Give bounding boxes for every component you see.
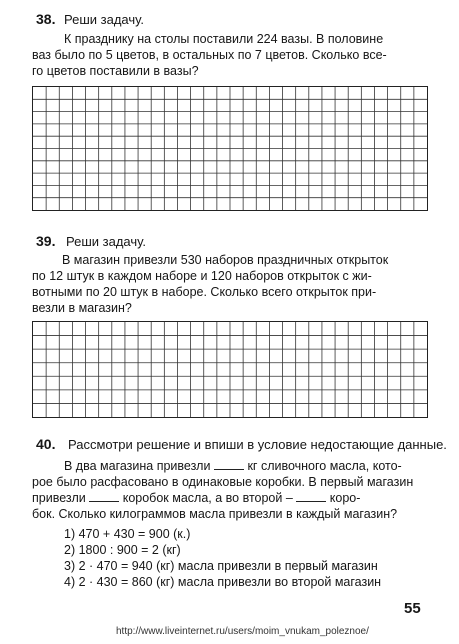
task-38-number: 38.	[36, 11, 56, 27]
task-39-text-line-2: по 12 штук в каждом наборе и 120 наборов открыток с жи-	[32, 269, 372, 283]
task-40-line-2: рое было расфасовано в одинаковые коробки. В первый магазин	[32, 475, 414, 489]
task-39-heading: Реши задачу.	[66, 234, 146, 249]
answer-grid-38[interactable]	[32, 86, 428, 211]
task-40-line-3-part-a: привезли	[32, 491, 86, 505]
solution-step-4: 4) 2 · 430 = 860 (кг) масла привезли во второй магазин	[64, 575, 382, 589]
page-number: 55	[404, 600, 421, 617]
task-40-line-3-part-c: коро-	[329, 491, 361, 505]
task-39-text-line-4: везли в магазин?	[32, 301, 132, 315]
task-40-line-3	[32, 490, 360, 507]
task-39-text-line-3: вотными по 20 штук в наборе. Сколько всего открыток при-	[32, 285, 377, 299]
solution-step-3: 3) 2 · 470 = 940 (кг) масла привезли в первый магазин	[64, 559, 378, 573]
solution-step-1: 1) 470 + 430 = 900 (к.)	[64, 527, 191, 541]
task-38-heading: Реши задачу.	[64, 12, 144, 27]
blank-boxes-second-shop[interactable]	[296, 491, 326, 502]
task-40-heading: Рассмотри решение и впиши в условие недостающие данные.	[68, 437, 447, 452]
grid-lines	[33, 87, 427, 210]
grid-lines	[33, 322, 427, 417]
solution-step-2: 2) 1800 : 900 = 2 (кг)	[64, 543, 181, 557]
task-39-text-line-1: В магазин привезли 530 наборов праздничных открыток	[62, 253, 389, 267]
task-40-line-1	[64, 458, 402, 475]
task-38-text-line-3: го цветов поставили в вазы?	[32, 64, 199, 78]
watermark-url: http://www.liveinternet.ru/users/moim_vnukam_poleznoe/	[116, 626, 369, 637]
task-39-number: 39.	[36, 233, 56, 249]
task-40-line-1-part-a: В два магазина привезли	[64, 459, 211, 473]
task-40-number: 40.	[36, 436, 56, 452]
blank-boxes-first-shop[interactable]	[89, 491, 119, 502]
task-40-line-1-part-b: кг сливочного масла, кото-	[247, 459, 402, 473]
task-38-text-line-2: ваз было по 5 цветов, в остальных по 7 цветов. Сколько все-	[32, 48, 387, 62]
blank-total-kg[interactable]	[214, 459, 244, 470]
task-38-text-line-1: К празднику на столы поставили 224 вазы. В половине	[64, 32, 384, 46]
answer-grid-39[interactable]	[32, 321, 428, 418]
task-40-line-4: бок. Сколько килограммов масла привезли в каждый магазин?	[32, 507, 398, 521]
task-40-line-3-part-b: коробок масла, а во второй –	[122, 491, 293, 505]
